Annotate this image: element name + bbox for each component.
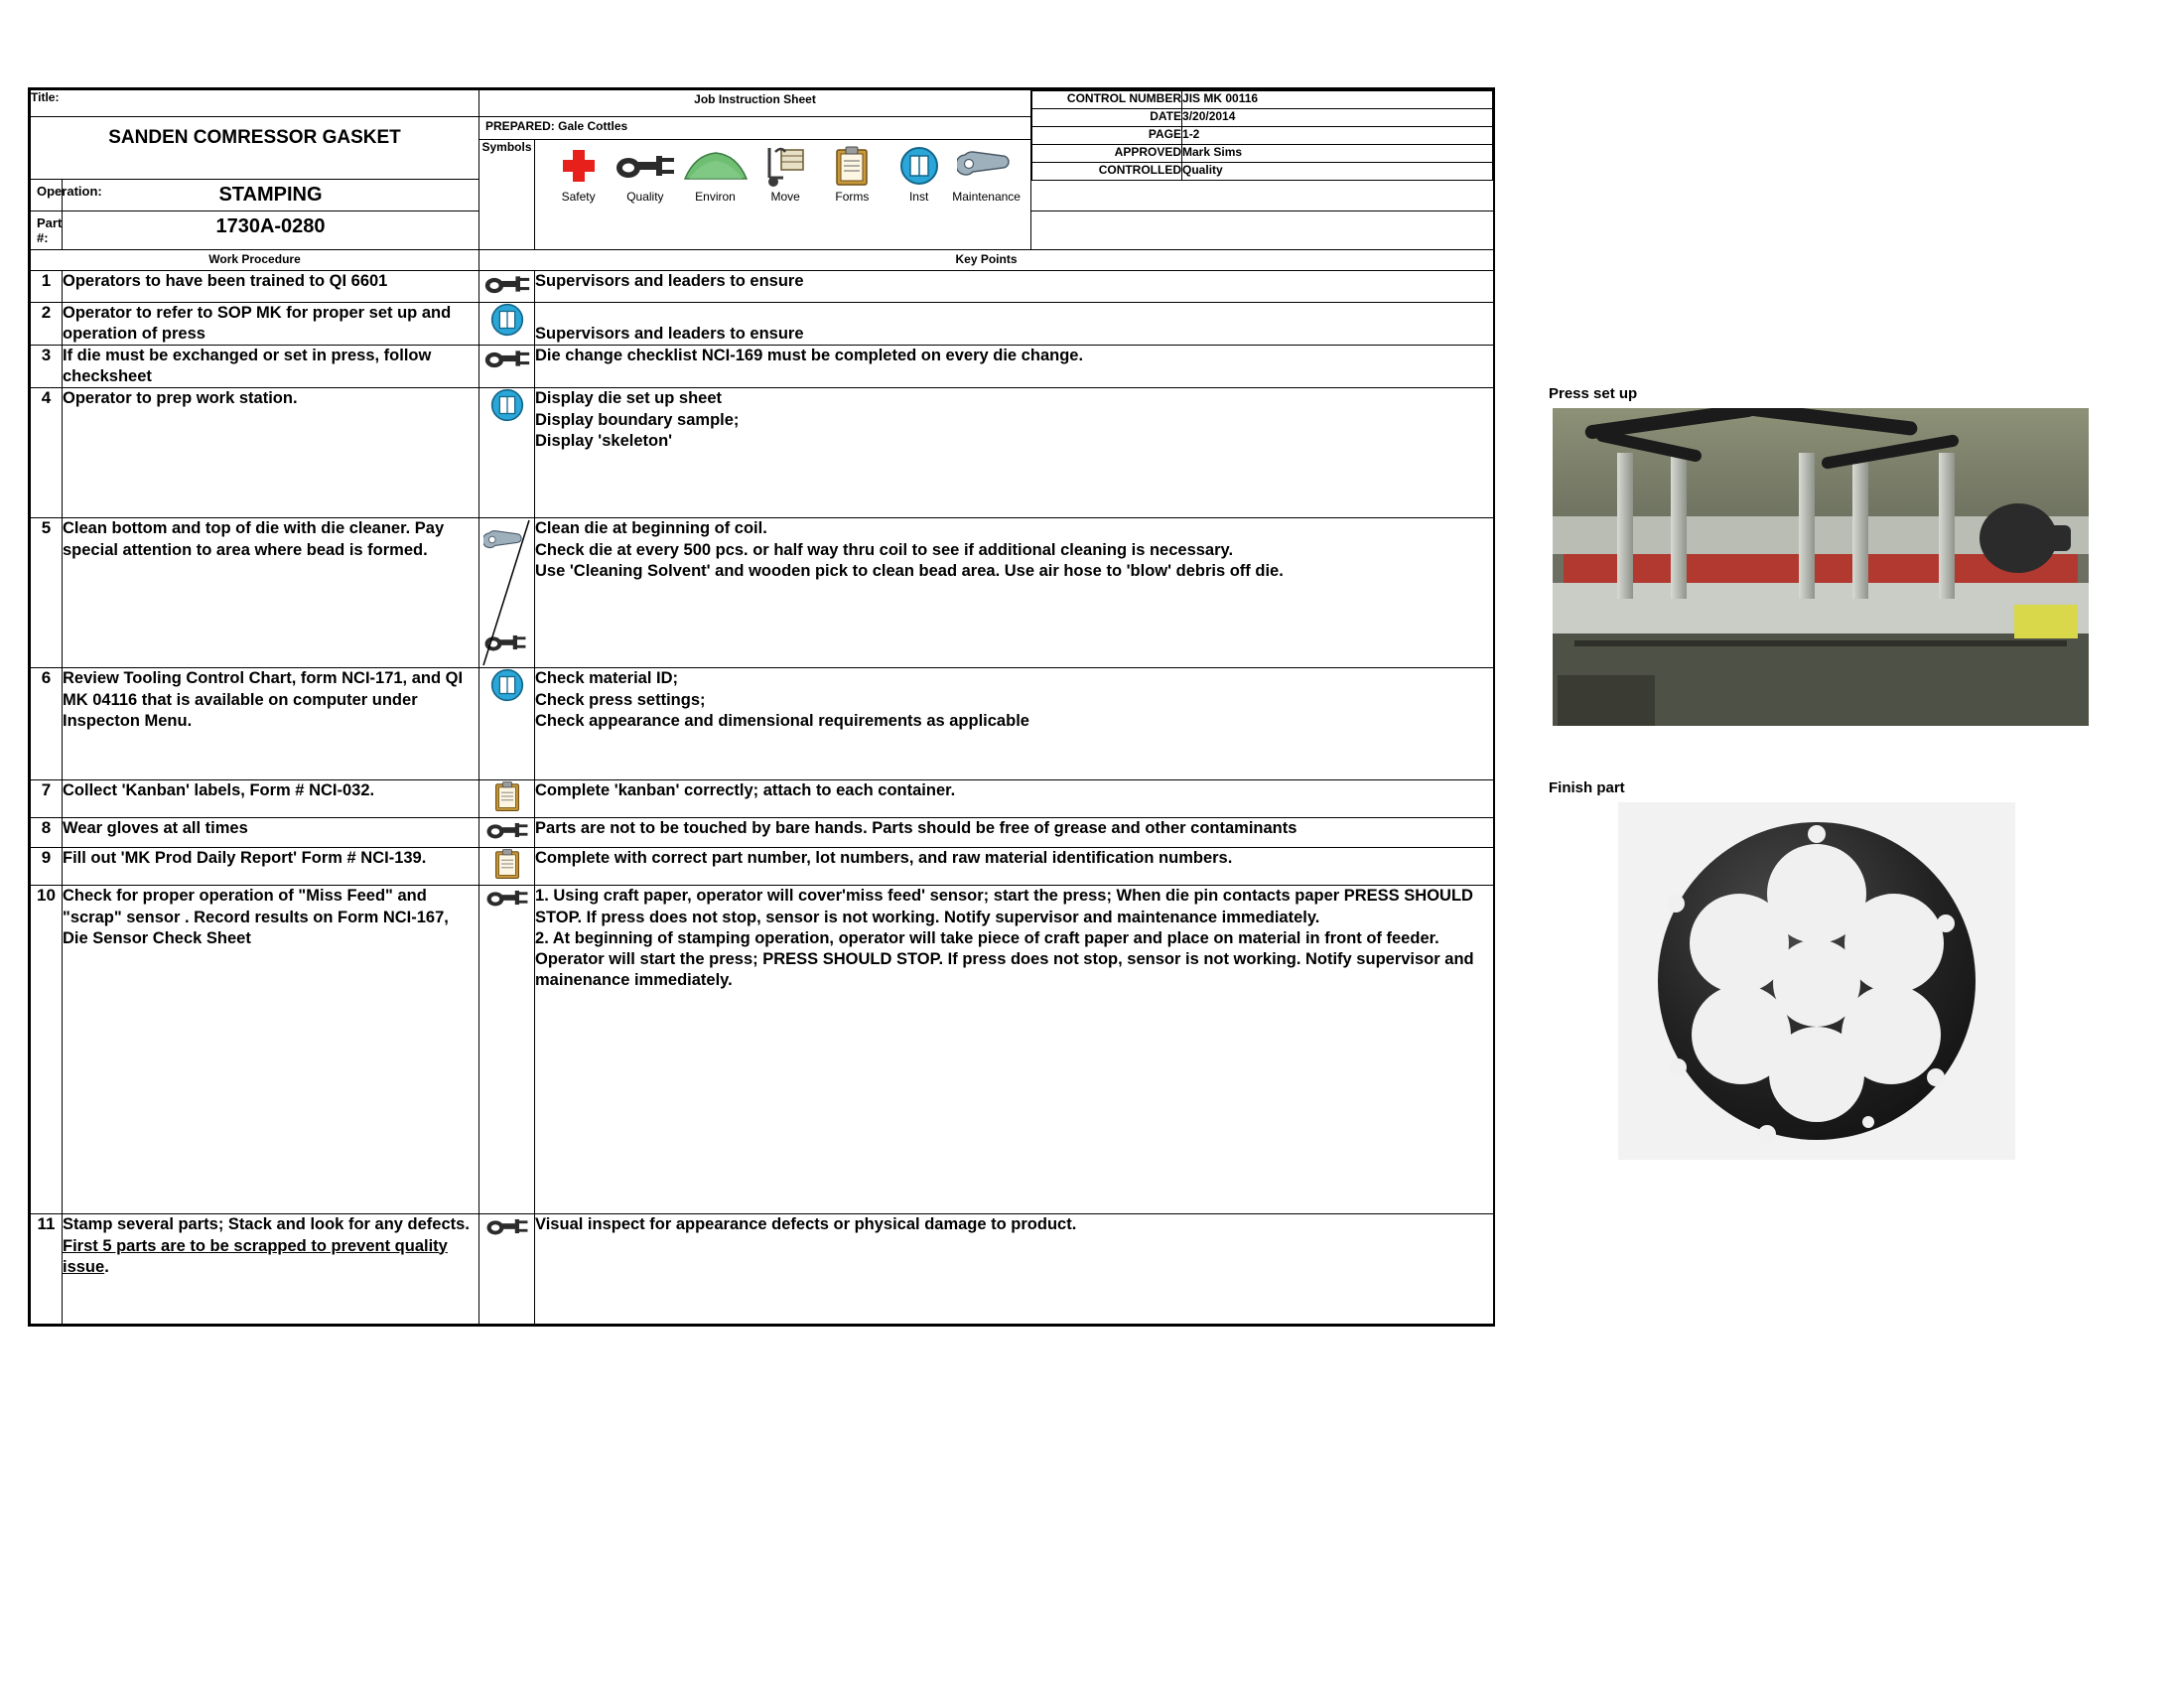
forms-icon [834,144,870,188]
step-icon-inst [479,668,535,780]
key-point-line: Check appearance and dimensional requirements as applicable [535,711,1029,730]
key-point-line: Use 'Cleaning Solvent' and wooden pick to clean bead area. Use air hose to 'blow' debris off die. [535,561,1284,580]
step-procedure: Wear gloves at all times [63,818,479,848]
operation-label: Operation: [37,184,102,199]
control-row [1032,127,1493,145]
key-point-line: Check die at every 500 pcs. or half way thru coil to see if additional cleaning is necessary. [535,540,1234,559]
press-setup-caption: Press set up [1549,385,1638,402]
control-value: 1-2 [1182,127,1493,145]
table-row [31,818,1494,848]
step-key-points [535,271,1494,303]
step-procedure: Operators to have been trained to QI 6601 [63,271,479,303]
prepared-by [479,117,1030,135]
part-number-value: 1730A-0280 [215,215,326,237]
step-procedure: Clean bottom and top of die with die cleaner. Pay special attention to area where bead is formed. [63,518,479,668]
step-key-points [535,1214,1494,1325]
work-procedure-header: Work Procedure [208,252,301,266]
step-number: 7 [31,780,63,818]
step-procedure-underlined: First 5 parts are to be scrapped to prevent quality issue [63,1236,448,1276]
step-procedure-pre: Stamp several parts; Stack and look for any defects. [63,1215,470,1234]
control-key: CONTROLLED [1032,163,1182,181]
table-row [31,848,1494,886]
step-key-points [535,818,1494,848]
control-key: CONTROL NUMBER [1032,91,1182,109]
step-key-points [535,668,1494,780]
prepared-label: PREPARED: [485,119,555,133]
step-icon-inst [479,303,535,346]
step-procedure: Operator to refer to SOP MK for proper set up and operation of press [63,303,479,346]
control-row [1032,163,1493,181]
key-point-line: 2. At beginning of stamping operation, operator will take piece of craft paper and place on material in front of feeder. Operator will start the press; PRESS SHOULD STOP. If press does not stop, sensor is not working. Notify supervisor and mainenance immediately. [535,928,1474,989]
step-icon-quality [479,818,535,848]
table-row [31,780,1494,818]
key-point-line: Clean die at beginning of coil. [535,519,767,538]
step-number: 2 [31,303,63,346]
key-point-line: Complete with correct part number, lot numbers, and raw material identification numbers. [535,849,1233,868]
step-number: 8 [31,818,63,848]
step-number: 1 [31,271,63,303]
press-setup-photo [1553,408,2089,726]
step-procedure: If die must be exchanged or set in press, follow checksheet [63,346,479,388]
step-procedure: Fill out 'MK Prod Daily Report' Form # NCI-139. [63,848,479,886]
symbol-caption: Inst [908,190,929,204]
symbol-caption: Safety [561,190,596,204]
key-points-header: Key Points [955,252,1018,266]
control-block [1031,90,1493,198]
title-label: Title: [31,90,60,104]
step-number: 3 [31,346,63,388]
divider-line [479,518,535,667]
page-title: SANDEN COMRESSOR GASKET [108,127,401,148]
step-number: 6 [31,668,63,780]
step-number: 4 [31,388,63,518]
symbol-caption: Forms [835,190,870,204]
key-point-line: 1. Using craft paper, operator will cover'miss feed' sensor; start the press; When die pin contacts paper PRESS SHOULD STOP. If press does not stop, sensor is not working. Notify supervisor and maintenance immediately. [535,887,1473,926]
step-procedure [63,1214,479,1325]
gasket-drawing [1638,814,1995,1148]
step-icon-quality [479,886,535,1214]
step-procedure: Review Tooling Control Chart, form NCI-171, and QI MK 04116 that is available on computer under Inspecton Menu. [63,668,479,780]
key-point-line: Supervisors and leaders to ensure [535,272,804,290]
step-icon-inst [479,388,535,518]
safety-icon [559,144,599,188]
step-key-points [535,518,1494,668]
step-icon-forms [479,780,535,818]
key-point-line: Complete 'kanban' correctly; attach to each container. [535,781,956,800]
key-point-line: Visual inspect for appearance defects or physical damage to product. [535,1215,1077,1234]
step-number: 5 [31,518,63,668]
step-icon-maintenance-quality [479,518,535,668]
symbols-label: Symbols [479,140,535,250]
operation-value: STAMPING [218,184,323,206]
control-row [1032,91,1493,109]
step-procedure-post: . [104,1257,109,1276]
control-value: Quality [1182,163,1493,181]
symbols-legend [535,140,1031,250]
step-key-points [535,388,1494,518]
symbol-caption: Quality [626,190,664,204]
table-row [31,1214,1494,1325]
step-number: 9 [31,848,63,886]
quality-icon [614,144,676,188]
step-key-points [535,780,1494,818]
control-row [1032,109,1493,127]
control-key: PAGE [1032,127,1182,145]
control-value: 3/20/2014 [1182,109,1493,127]
job-instruction-sheet [28,87,1495,1327]
key-point-line: Display boundary sample; [535,410,740,429]
symbol-move [752,144,819,204]
symbol-environ [679,144,752,204]
move-icon [761,144,809,188]
finish-part-caption: Finish part [1549,779,1625,796]
symbol-safety [545,144,612,204]
part-number-label: Part #: [37,215,63,245]
step-procedure: Check for proper operation of "Miss Feed" and "scrap" sensor . Record results on Form NCI-167, Die Sensor Check Sheet [63,886,479,1214]
photo-panel [1529,87,2144,1160]
inst-icon [899,144,939,188]
symbol-maintenance [952,144,1021,204]
environ-icon [679,144,752,188]
step-icon-quality [479,271,535,303]
table-row [31,303,1494,346]
table-row [31,886,1494,1214]
maintenance-icon [957,144,1017,188]
step-number: 10 [31,886,63,1214]
key-point-line: Parts are not to be touched by bare hands. Parts should be free of grease and other contaminants [535,819,1297,838]
control-key: DATE [1032,109,1182,127]
symbol-caption: Move [770,190,800,204]
step-icon-quality [479,1214,535,1325]
step-icon-quality [479,346,535,388]
symbol-caption: Maintenance [952,190,1021,204]
key-point-line: Check press settings; [535,690,706,709]
key-point-line: Check material ID; [535,669,678,688]
step-procedure: Collect 'Kanban' labels, Form # NCI-032. [63,780,479,818]
sheet-name: Job Instruction Sheet [694,92,816,106]
step-number: 11 [31,1214,63,1325]
table-row [31,271,1494,303]
step-key-points [535,303,1494,346]
symbol-inst [886,144,952,204]
table-row [31,518,1494,668]
symbol-caption: Environ [695,190,736,204]
key-point-line: Supervisors and leaders to ensure [535,325,804,344]
step-icon-forms [479,848,535,886]
symbol-quality [612,144,678,204]
table-row [31,668,1494,780]
control-key: APPROVED [1032,145,1182,163]
control-value: JIS MK 00116 [1182,91,1493,109]
key-point-line: Die change checklist NCI-169 must be completed on every die change. [535,347,1084,365]
step-key-points [535,848,1494,886]
table-row [31,388,1494,518]
table-row [31,346,1494,388]
control-value: Mark Sims [1182,145,1493,163]
prepared-name: Gale Cottles [558,119,628,133]
key-point-line: Display die set up sheet [535,389,722,408]
finish-part-photo [1618,802,2015,1160]
symbol-forms [819,144,886,204]
step-key-points [535,346,1494,388]
step-key-points [535,886,1494,1214]
key-point-line: Display 'skeleton' [535,431,673,450]
step-procedure: Operator to prep work station. [63,388,479,518]
control-row [1032,145,1493,163]
